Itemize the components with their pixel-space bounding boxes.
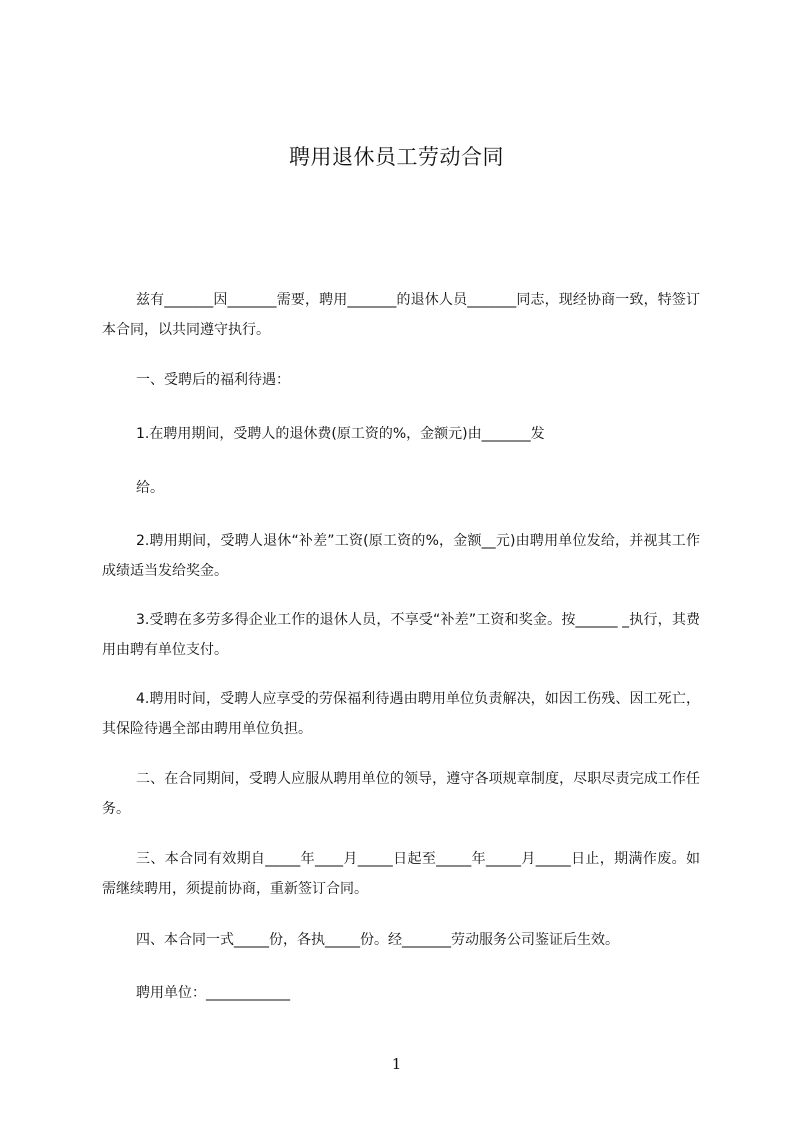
intro-paragraph: 兹有_______因_______需要，聘用_______的退休人员_______同志，现经协商一致，特签订本合同，以共同遵守执行。	[102, 292, 700, 338]
section-1-heading: 一、受聘后的福利待遇：	[136, 372, 290, 388]
clause-1-3: 3.受聘在多劳多得企业工作的退休人员，不享受“补差”工资和奖金。按______ _执行，其费用由聘有单位支付。	[102, 612, 700, 658]
employer-signature-line: 聘用单位：____________	[136, 985, 290, 1001]
clause-1-1: 1.在聘用期间，受聘人的退休费(原工资的%，金额元)由_______发	[136, 426, 545, 442]
clause-1-4: 4.聘用时间，受聘人应享受的劳保福利待遇由聘用单位负责解决，如因工伤残、因工死亡，其保险待遇全部由聘用单位负担。	[102, 691, 700, 737]
section-2-paragraph: 二、在合同期间，受聘人应服从聘用单位的领导，遵守各项规章制度，尽职尽责完成工作任务。	[102, 771, 700, 817]
section-3-paragraph: 三、本合同有效期自_____年____月_____日起至_____年_____月_____日止，期满作废。如需继续聘用，须提前协商，重新签订合同。	[102, 851, 700, 897]
clause-1-1-continued: 给。	[136, 480, 164, 496]
document-title: 聘用退休员工劳动合同	[289, 145, 504, 169]
clause-1-2: 2.聘用期间，受聘人退休“补差”工资(原工资的%，金额__元)由聘用单位发给，并视其工作成绩适当发给奖金。	[102, 533, 700, 579]
section-4-paragraph: 四、本合同一式_____份，各执_____份。经_______劳动服务公司鉴证后生效。	[136, 932, 619, 948]
page-number: 1	[391, 1055, 402, 1073]
